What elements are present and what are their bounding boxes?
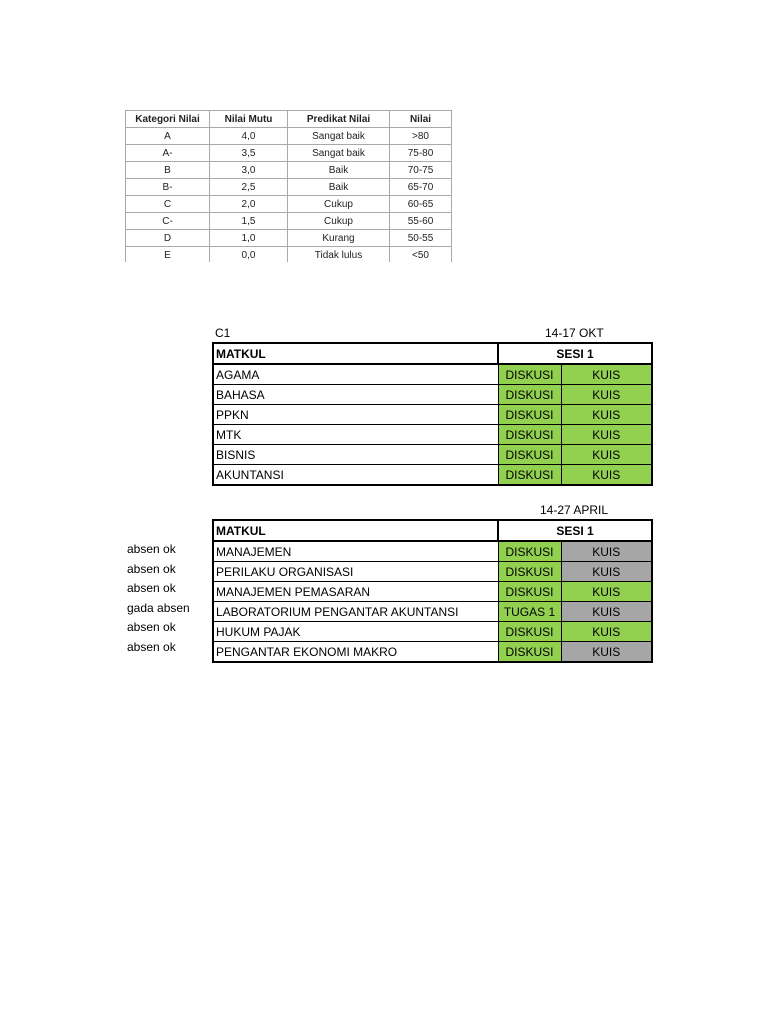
grade-nilai-cell: >80	[390, 128, 452, 145]
matkul-cell[interactable]: LABORATORIUM PENGANTAR AKUNTANSI	[213, 602, 498, 622]
grade-reference-image	[125, 110, 452, 262]
kuis-cell[interactable]: KUIS	[561, 562, 652, 582]
grade-table-header-row	[126, 111, 452, 128]
grade-kategori-cell: B-	[126, 179, 210, 196]
grade-mutu-cell: 2,0	[210, 196, 288, 213]
kuis-cell[interactable]: KUIS	[561, 465, 652, 486]
schedule-header-row	[213, 343, 652, 364]
kuis-cell[interactable]: KUIS	[561, 425, 652, 445]
header-nilai: Nilai	[390, 111, 452, 128]
activity-cell[interactable]: DISKUSI	[498, 562, 561, 582]
attendance-note: absen ok	[127, 640, 176, 654]
schedule-row	[213, 425, 652, 445]
grade-row	[126, 213, 452, 230]
grade-mutu-cell: 4,0	[210, 128, 288, 145]
grade-row	[126, 162, 452, 179]
grade-kategori-cell: D	[126, 230, 210, 247]
grade-predikat-cell: Baik	[288, 179, 390, 196]
kuis-cell[interactable]: KUIS	[561, 405, 652, 425]
schedule-row	[213, 562, 652, 582]
header-predikat-nilai: Predikat Nilai	[288, 111, 390, 128]
schedule-row	[213, 385, 652, 405]
grade-row	[126, 179, 452, 196]
matkul-cell[interactable]: MANAJEMEN	[213, 541, 498, 562]
grade-row	[126, 230, 452, 247]
matkul-header[interactable]: MATKUL	[213, 520, 498, 541]
kuis-cell[interactable]: KUIS	[561, 385, 652, 405]
schedule-table-april	[212, 519, 653, 663]
matkul-cell[interactable]: PPKN	[213, 405, 498, 425]
schedule-header-row	[213, 520, 652, 541]
attendance-note: absen ok	[127, 581, 176, 595]
activity-cell[interactable]: DISKUSI	[498, 425, 561, 445]
activity-cell[interactable]: DISKUSI	[498, 385, 561, 405]
grade-table	[125, 110, 452, 262]
matkul-cell[interactable]: MTK	[213, 425, 498, 445]
kuis-cell[interactable]: KUIS	[561, 445, 652, 465]
grade-kategori-cell: A-	[126, 145, 210, 162]
grade-predikat-cell: Sangat baik	[288, 128, 390, 145]
grade-nilai-cell: <50	[390, 247, 452, 263]
grade-row	[126, 196, 452, 213]
grade-nilai-cell: 75-80	[390, 145, 452, 162]
grade-predikat-cell: Cukup	[288, 196, 390, 213]
matkul-cell[interactable]: PENGANTAR EKONOMI MAKRO	[213, 642, 498, 663]
schedule-row	[213, 364, 652, 385]
activity-cell[interactable]: DISKUSI	[498, 364, 561, 385]
header-nilai-mutu: Nilai Mutu	[210, 111, 288, 128]
kuis-cell[interactable]: KUIS	[561, 622, 652, 642]
activity-cell[interactable]: DISKUSI	[498, 465, 561, 486]
grade-nilai-cell: 55-60	[390, 213, 452, 230]
grade-mutu-cell: 1,5	[210, 213, 288, 230]
grade-mutu-cell: 2,5	[210, 179, 288, 196]
matkul-cell[interactable]: BISNIS	[213, 445, 498, 465]
kuis-cell[interactable]: KUIS	[561, 541, 652, 562]
attendance-note: absen ok	[127, 562, 176, 576]
schedule-row	[213, 582, 652, 602]
matkul-cell[interactable]: PERILAKU ORGANISASI	[213, 562, 498, 582]
sesi-header[interactable]: SESI 1	[498, 520, 652, 541]
activity-cell[interactable]: TUGAS 1	[498, 602, 561, 622]
schedule-table-okt	[212, 342, 653, 486]
grade-predikat-cell: Tidak lulus	[288, 247, 390, 263]
grade-predikat-cell: Baik	[288, 162, 390, 179]
schedule-row	[213, 405, 652, 425]
kuis-cell[interactable]: KUIS	[561, 602, 652, 622]
attendance-note: absen ok	[127, 620, 176, 634]
grade-nilai-cell: 50-55	[390, 230, 452, 247]
activity-cell[interactable]: DISKUSI	[498, 642, 561, 663]
matkul-cell[interactable]: AGAMA	[213, 364, 498, 385]
grade-nilai-cell: 60-65	[390, 196, 452, 213]
grade-kategori-cell: E	[126, 247, 210, 263]
matkul-cell[interactable]: AKUNTANSI	[213, 465, 498, 486]
attendance-note: gada absen	[127, 601, 190, 615]
date-label-okt: 14-17 OKT	[545, 326, 604, 340]
grade-mutu-cell: 3,0	[210, 162, 288, 179]
grade-mutu-cell: 3,5	[210, 145, 288, 162]
matkul-cell[interactable]: BAHASA	[213, 385, 498, 405]
grade-predikat-cell: Sangat baik	[288, 145, 390, 162]
grade-nilai-cell: 70-75	[390, 162, 452, 179]
class-label: C1	[215, 326, 231, 340]
schedule-row	[213, 642, 652, 663]
activity-cell[interactable]: DISKUSI	[498, 405, 561, 425]
grade-predikat-cell: Cukup	[288, 213, 390, 230]
schedule-row	[213, 541, 652, 562]
grade-nilai-cell: 65-70	[390, 179, 452, 196]
activity-cell[interactable]: DISKUSI	[498, 541, 561, 562]
kuis-cell[interactable]: KUIS	[561, 642, 652, 663]
grade-kategori-cell: C	[126, 196, 210, 213]
header-kategori-nilai: Kategori Nilai	[126, 111, 210, 128]
sesi-header[interactable]: SESI 1	[498, 343, 652, 364]
schedule-row	[213, 445, 652, 465]
kuis-cell[interactable]: KUIS	[561, 364, 652, 385]
activity-cell[interactable]: DISKUSI	[498, 582, 561, 602]
schedule-row	[213, 602, 652, 622]
grade-mutu-cell: 1,0	[210, 230, 288, 247]
attendance-note: absen ok	[127, 542, 176, 556]
schedule-row	[213, 622, 652, 642]
grade-kategori-cell: B	[126, 162, 210, 179]
grade-mutu-cell: 0,0	[210, 247, 288, 263]
schedule-row	[213, 465, 652, 486]
grade-row	[126, 128, 452, 145]
grade-predikat-cell: Kurang	[288, 230, 390, 247]
matkul-cell[interactable]: HUKUM PAJAK	[213, 622, 498, 642]
activity-cell[interactable]: DISKUSI	[498, 445, 561, 465]
grade-row	[126, 247, 452, 263]
grade-kategori-cell: A	[126, 128, 210, 145]
date-label-april: 14-27 APRIL	[540, 503, 609, 517]
grade-row	[126, 145, 452, 162]
matkul-cell[interactable]: MANAJEMEN PEMASARAN	[213, 582, 498, 602]
grade-kategori-cell: C-	[126, 213, 210, 230]
matkul-header[interactable]: MATKUL	[213, 343, 498, 364]
activity-cell[interactable]: DISKUSI	[498, 622, 561, 642]
kuis-cell[interactable]: KUIS	[561, 582, 652, 602]
